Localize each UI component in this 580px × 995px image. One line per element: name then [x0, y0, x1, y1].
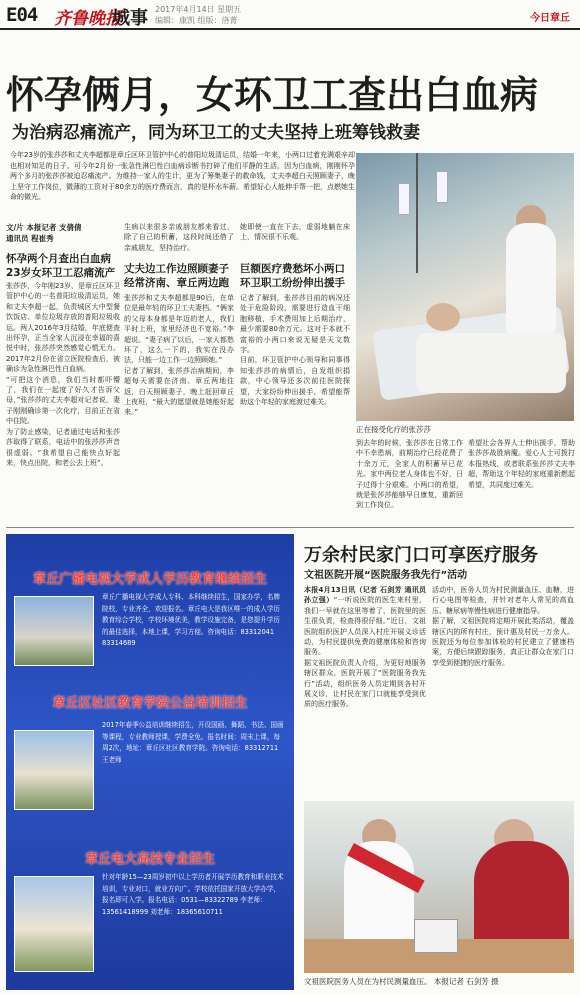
article-text: “一听说医院的医生来村里，我们一早就在这里等着了，医院里的医生很负责，检查得很仔细。”近日，文祖医院组织医护人员深入村庄开展义诊活动，为村民提供免费的健康体检和咨询服务。 据文祖医院负责人介绍，为更好地服务辖区群众，医院开展了“医院服务我先行”活动，组织医务人员定期到各村开展义诊，让村民在家门口就能享受到优质的医疗服务。	[304, 596, 426, 709]
subsection-title: 丈夫边工作边照顾妻子 经常济南、章丘两边跑	[124, 263, 229, 289]
ad-text: 2017年春季公益培训继续招生，开设国画、舞蹈、书法、国画等课程，专业教师授课，学费全免。报名时间：周末上课，每周2次，地址：章丘区社区教育学院。咨询电话：83312711 王老师	[102, 721, 284, 764]
edition-label: 今日章丘	[530, 13, 570, 24]
patient-figure	[426, 303, 460, 331]
article-column	[304, 585, 426, 797]
school-photo	[14, 876, 94, 972]
photo-caption: 正在接受化疗的张莎莎	[356, 425, 431, 434]
ad-text: 针对年龄15—23周岁初中以上学历者开展学历教育和职业技术培训，专业对口，就业方向广。学校依托国家开放大学办学，报名即可入学。报名电话：0531—83322789 李老师：13561418999 刘老师：18365610711	[102, 873, 284, 916]
article-column: 张莎莎和丈夫李超都是90后，在单位是最年轻的环卫工夫妻档。“俩家的父母本身都是年迈的老人，我们平时上班，家里经济也不宽裕。”李超说。“妻子病了以后，一家人都愁坏了，这么一下的，我实在没办法，只能一边工作一边照顾她。” 记者了解到，张莎莎治病期间，李超每天需要在济南、章丘两地往返，白天照顾妻子，晚上赶回章丘上夜班，“最大的愿望就是她能好起来。”	[124, 294, 234, 417]
service-subhead: 文祖医院开展“医院服务我先行”活动	[304, 570, 468, 581]
building-photo	[14, 730, 94, 810]
issue-info	[155, 4, 241, 26]
article-column: 记者了解到，张莎莎目前的病况还处于危险阶段，需要进行造血干细胞移植，手术费用加上后期治疗，最少需要80余万元。这对于本就不富裕的小两口来说无疑是天文数字。 目前，环卫管护中心领导和同事得知张莎莎的病情后，自发组织捐款，中心领导还多次前往医院探望，大家纷纷伸出援手，希望能帮助这个年轻的家庭渡过难关。	[240, 294, 350, 407]
ad-title: 章丘区社区教育学院公益培训招生	[52, 696, 248, 711]
ad-title: 章丘电大高技专业招生	[84, 852, 215, 867]
iv-bag	[436, 171, 448, 203]
main-subhead: 为治病忍痛流产，同为环卫工的丈夫坚持上班筹钱救妻	[12, 123, 420, 143]
ad-title: 章丘广播电视大学成人学历教育继续招生	[32, 572, 267, 587]
article-column: 生病以来很多亲戚朋友都来看过，除了自己的积蓄，这段时间还借了亲戚朋友，坚持治疗。	[124, 223, 234, 252]
service-headline: 万余村民家门口可享医疗服务	[304, 545, 538, 566]
section-divider	[6, 527, 574, 528]
education-advertisement	[6, 534, 294, 990]
campus-photo	[14, 596, 94, 666]
section-name: 城事	[112, 8, 148, 29]
blanket	[416, 333, 566, 393]
issue-date: 2017年4月14日 星期五	[155, 5, 242, 14]
byline: 文/片 本报记者 支倩倩 通讯员 程崔秀	[6, 223, 82, 243]
ad-text: 章丘广播电视大学成人专科、本科继续招生，国家办学，名牌院校，专业齐全，欢迎报名。章丘电大是我区唯一的成人学历教育综合学校，学校环境优美，教学设施完备，是您提升学历的最佳选择，本地上课，学习方便。咨询电话：83312041 83314689	[102, 593, 281, 648]
lead-paragraph: 今年23岁的张莎莎和丈夫李超都是章丘区环卫管护中心的普阳垃圾清运员，结婚一年来，小两口过着充满艰辛却也相对知足的日子。可今年2月份一张急性淋巴性白血病诊断书打碎了他们平静的生活，因为白血病，刚刚怀孕两个多月的张莎莎被迫忍痛流产。为维持一家人的生计，更为了筹集妻子的救命钱，丈夫李超白天照顾妻子，晚上坚守工作岗位，微薄的工资对于80余万的医疗费而言，真的是杯水车薪。希望好心人能伸手帮一把，点燃她生命的微光。	[10, 151, 355, 202]
article-column: 她即使一直在下去，虚弱地躺在床上，情况很不乐观。	[240, 223, 350, 242]
main-headline: 怀孕俩月，女环卫工查出白血病	[6, 73, 539, 117]
iv-pole	[416, 153, 418, 273]
patient-photo	[356, 153, 574, 421]
article-column: 希望社会各界人士伸出援手，帮助张莎莎战胜病魔。爱心人士可拨打本报热线，或者联系张莎莎丈夫李超，帮助这个年轻的家庭重新燃起希望，共同度过难关。	[468, 439, 575, 489]
clinic-photo	[304, 801, 574, 973]
page-number: E04	[6, 4, 38, 26]
subsection-title: 巨额医疗费愁坏小两口 环卫职工纷纷伸出援手	[240, 263, 345, 289]
nurse-figure	[506, 223, 556, 333]
editor-credits: 编辑：康凯 组版：洛菁	[155, 16, 238, 25]
page-header	[0, 0, 580, 30]
newspaper-logo: 齐鲁晚报	[54, 9, 122, 29]
byline: 本报4月13日讯（记者 石剑芳 通讯员 孙立强）	[304, 586, 426, 605]
article-column: 到去年的时候，张莎莎在日常工作中不幸患病，前期治疗已经花费了十余万元，全家人的积蓄早已花光。家中两位老人身体也不好，日子过得十分艰难。小两口的希望，就是张莎莎能够早日康复，重新回到工作岗位。	[356, 439, 463, 510]
photo-caption: 文祖医院医务人员在为村民测量血压。 本报记者 石剑芳 摄	[304, 977, 499, 986]
subsection-title: 怀孕两个月查出白血病 23岁女环卫工忍痛流产	[6, 253, 116, 279]
article-column: 活动中，医务人员为村民测量血压、血糖，进行心电图等检查，并针对老年人常见的高血压、糖尿病等慢性病进行健康指导。 据了解，文祖医院将定期开展此类活动，覆盖辖区内的所有村庄，预计惠及村民一万余人。医院还为每位参加体检的村民建立了健康档案，方便后续跟踪服务，真正让群众在家门口享受到便捷的医疗服务。	[432, 586, 574, 667]
blood-pressure-monitor	[414, 919, 458, 953]
article-column: 张莎莎，今年刚23岁，是章丘区环卫管护中心的一名普阳垃圾清运员，她和丈夫李超一起，负责城区大中型餐饮饭店、单位垃圾存放的普阳垃圾收运。两人2016年3月结婚，年底便查出怀孕，正当全家人沉浸在幸福的喜悦中时，张莎莎突然感觉心慌无力。2017年2月份在省立医院检查后，被确诊为急性淋巴性白血病。 “可把这个消息，我们当时都吓懵了，我们在一起度了好久才告诉父母，”张莎莎的丈夫李超对记者说，妻子刚刚确诊第一次化疗，目前正在省中住院。 为了防止感染，记者通过电话和张莎莎取得了联系，电话中的张莎莎声音很虚弱。“我希望自己能快点好起来，快点出院，和老公去上班”。	[6, 282, 120, 467]
iv-bag	[398, 183, 410, 215]
